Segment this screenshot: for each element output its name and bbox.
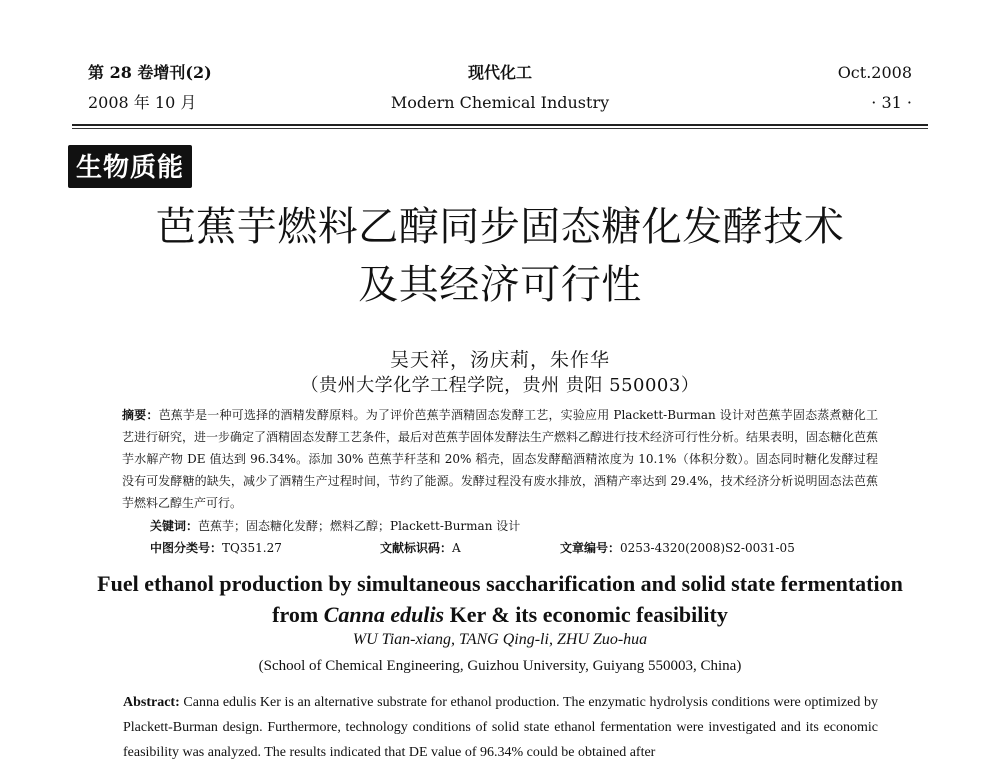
classification-meta [150,537,880,559]
paper-title-en-line-2-suffix: Ker & its economic feasibility [444,602,728,627]
keywords-text: 芭蕉芋；固态糖化发酵；燃料乙醇；Plackett-Burman 设计 [198,519,521,533]
header-row-2 [88,88,912,118]
header-rule-thin [72,128,928,129]
volume-info: 第 28 卷增刊(2) [88,63,212,82]
document-code-value: A [452,541,461,555]
issue-month-en: Oct.2008 [837,63,912,82]
abstract-cn-text: 芭蕉芋是一种可选择的酒精发酵原料。为了评价芭蕉芋酒精固态发酵工艺，实验应用 Plackett-Burman 设计对芭蕉芋固态蒸煮糖化工艺进行研究，进一步确定了酒精固态发酵工艺条件，最后对芭蕉芋固体发酵法生产燃料乙醇进行技术经济可行性分析。结果表明，固态糖化芭蕉芋水解产物 DE 值达到 96.34%。添加 30% 芭蕉芋秆茎和 20% 稻壳，固态发酵醅酒精浓度为 10.1%（体积分数）。固态同时糖化发酵过程没有可发酵糖的缺失，减少了酒精生产过程时间，节约了能源。发酵过程没有废水排放，酒精产率达到 29.4%，技术经济分析说明固态法芭蕉芋燃料乙醇生产可行。 [122,408,879,510]
clc-label: 中图分类号： [150,541,223,555]
section-label: 生物质能 [68,145,192,188]
affiliation-cn: （贵州大学化学工程学院，贵州 贵阳 550003） [300,375,700,396]
abstract-cn [122,404,878,514]
clc-number [150,537,282,559]
species-name: Canna edulis [323,602,445,627]
authors-cn: 吴天祥，汤庆莉，朱作华 [389,349,610,371]
clc-value: TQ351.27 [222,541,282,555]
keywords-cn [150,515,880,537]
paper-title-en-line-2-prefix: from [272,602,324,627]
article-id-value: 0253-4320(2008)S2-0031-05 [620,541,795,555]
affiliation-en: (School of Chemical Engineering, Guizhou University, Guiyang 550003, China) [258,658,742,674]
journal-name-en: Modern Chemical Industry [390,93,610,112]
abstract-en-label: Abstract: [123,695,180,710]
abstract-en [123,690,878,765]
paper-title-en-line-1: Fuel ethanol production by simultaneous saccharification and solid state fermentation [97,571,903,596]
paper-title-en-line-2 [70,599,930,630]
paper-title-en [70,568,930,630]
issue-date-cn: 2008 年 10 月 [88,93,197,112]
document-code-label: 文献标识码： [380,541,453,555]
abstract-cn-label: 摘要： [122,408,159,422]
running-header [88,58,912,122]
page-number: · 31 · [871,93,912,112]
paper-title-cn-line-2: 及其经济可行性 [358,262,642,308]
article-id [560,537,795,559]
keywords-label: 关键词： [150,519,199,533]
document-code [380,537,461,559]
article-id-label: 文章编号： [560,541,621,555]
abstract-en-text: Canna edulis Ker is an alternative substrate for ethanol production. The enzymatic hydrolysis conditions were optimized by Plackett-Burman design. Furthermore, technology conditions of solid state ethanol fermentation were investigated and its economic feasibility was analyzed. The results indicated that DE value of 96.34% could be obtained after [123,695,878,760]
paper-title-cn [40,198,960,314]
journal-name-cn: 现代化工 [467,63,532,82]
header-row-1 [88,58,912,88]
paper-title-cn-line-1: 芭蕉芋燃料乙醇同步固态糖化发酵技术 [155,204,845,250]
header-rule-thick [72,124,928,126]
authors-en: WU Tian-xiang, TANG Qing-li, ZHU Zuo-hua [352,631,648,648]
